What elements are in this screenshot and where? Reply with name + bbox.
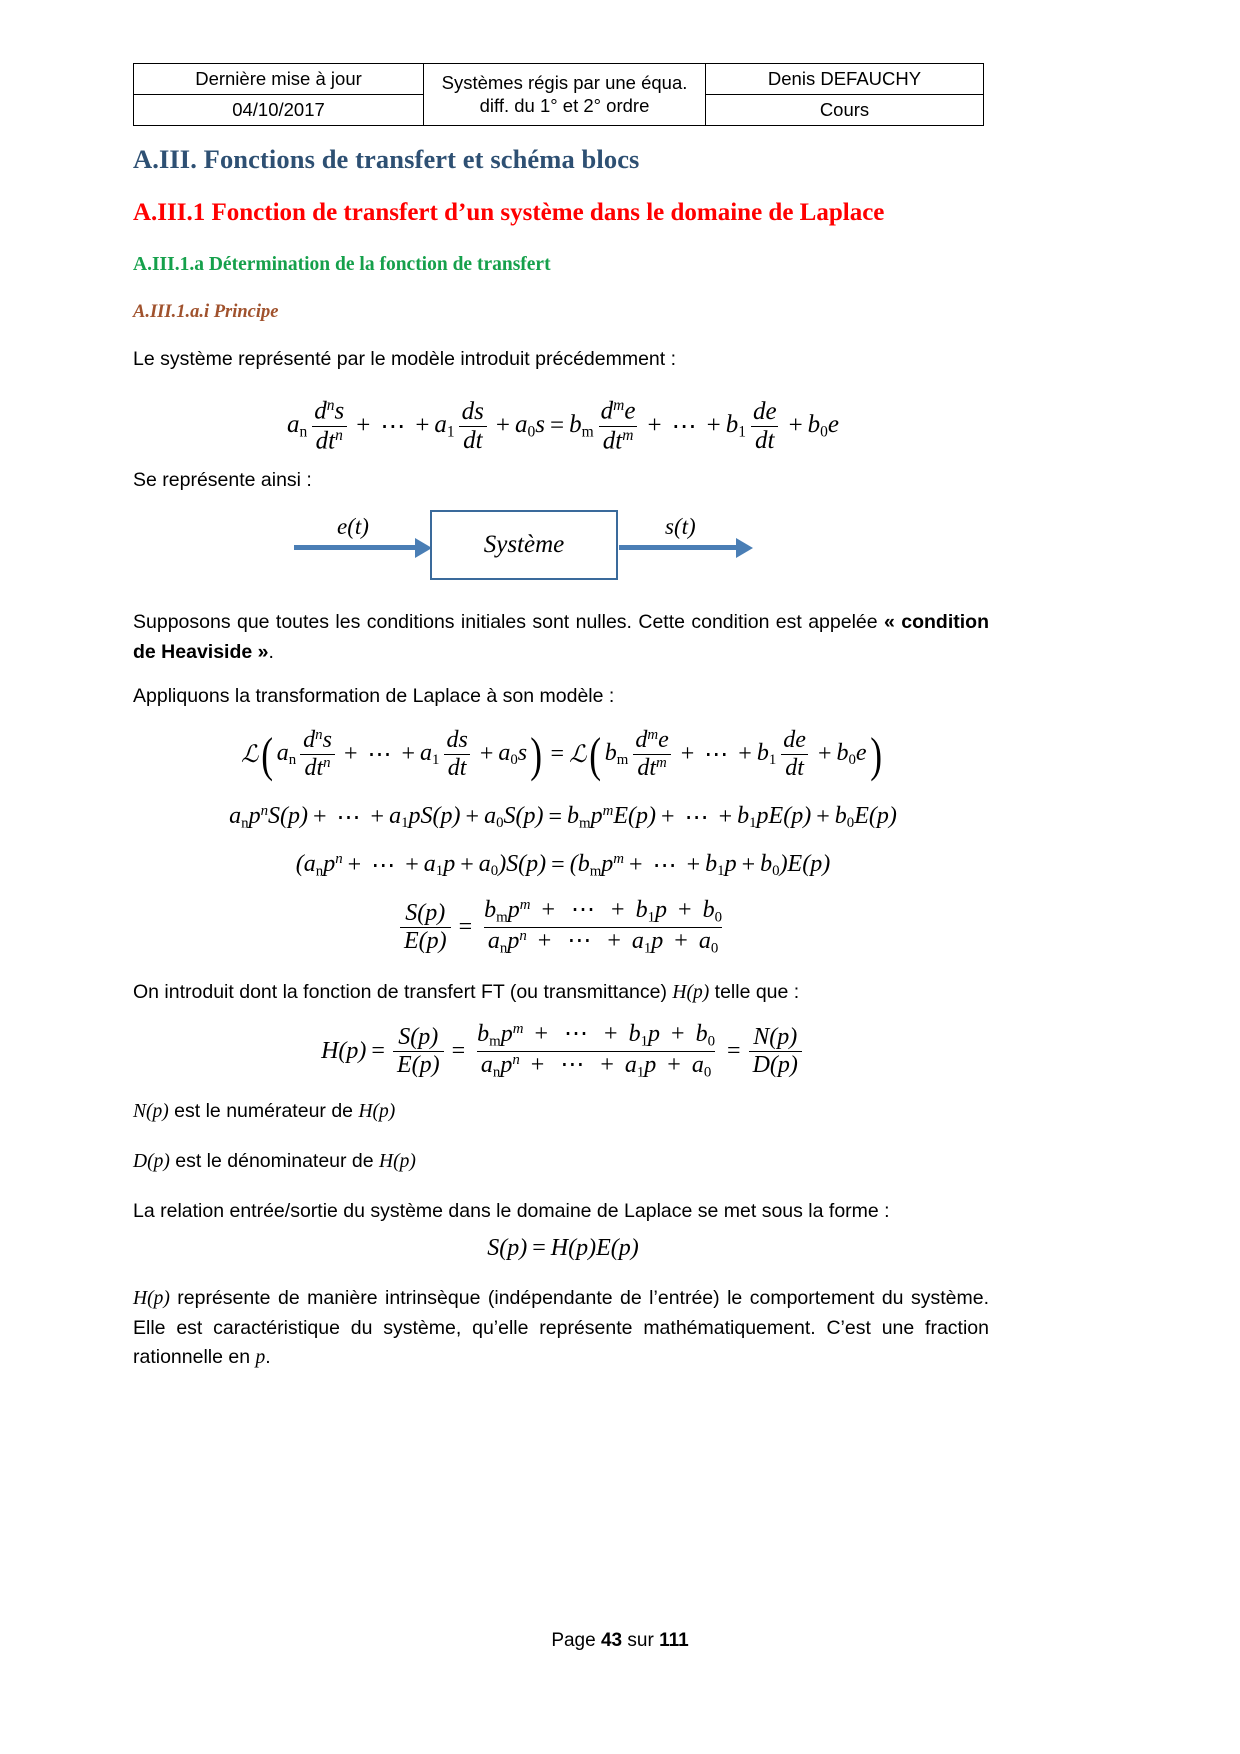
eq5-frac-polynomials: $\frac{b_mp^m + \cdots + b_1p + b_0}{a_np^n + \cdots + a_1p + a_0}$ (484, 897, 723, 957)
paragraph-heaviside-a: Supposons que toutes les conditions initiales sont nulles. Cette condition est appelée (133, 611, 885, 633)
eq2-plus-4: + (680, 741, 695, 768)
eq2-ellipsis-2: ⋯ (704, 742, 729, 769)
eq1-an: $a_n$ (286, 411, 308, 441)
eq1-b1: $b_1$ (725, 411, 746, 441)
header-date-value: 04/10/2017 (134, 95, 424, 126)
diagram-system-block (430, 510, 618, 580)
eq4-plus-4: + (629, 852, 643, 879)
eq6-equals-2: = (451, 1037, 466, 1064)
paragraph-conclusion (133, 1284, 989, 1373)
eq2-plus-5: + (738, 741, 752, 768)
paragraph-conclusion-symbol: H(p) (133, 1288, 170, 1309)
eq2-an: $a_n$ (276, 740, 297, 769)
eq4-a1p: $a_1p$ (423, 851, 456, 880)
eq4-a0-close: $a_0)S(p)$ (478, 851, 547, 880)
header-doctype: Cours (706, 95, 984, 126)
eq1-ellipsis-2: ⋯ (671, 413, 697, 441)
eq1-plus-4: + (647, 412, 662, 440)
eq6-frac-polynomials: $\frac{b_mp^m + \cdots + b_1p + b_0}{a_np^n + \cdots + a_1p + a_0}$ (477, 1021, 716, 1081)
equation-differential-model (133, 398, 993, 455)
eq1-plus-1: + (356, 412, 371, 440)
eq1-plus-2: + (415, 412, 430, 440)
eq3-term5: $b_1pE(p)$ (737, 803, 812, 832)
paragraph-numerator-symbol: N(p) (133, 1101, 169, 1122)
eq1-equals: = (550, 412, 565, 440)
eq2-paren-close-right: ) (869, 727, 882, 783)
eq6-equals-3: = (727, 1037, 741, 1064)
header-row-top (134, 64, 984, 95)
eq4-plus-2: + (405, 852, 419, 879)
eq7-Sp: S(p) (487, 1235, 528, 1261)
paragraph-conclusion-period: . (265, 1346, 271, 1369)
heading-level-1: A.III. Fonctions de transfert et schéma blocs (133, 144, 640, 174)
eq2-bm: $b_m$ (604, 740, 629, 769)
equation-output-relation (133, 1235, 993, 1262)
paragraph-io-relation: La relation entrée/sortie du système dans le domaine de Laplace se met sous la forme : (133, 1200, 890, 1222)
eq2-b1: $b_1$ (756, 740, 777, 769)
footer-middle: sur (622, 1630, 660, 1651)
eq1-a0s: $a_0s$ (515, 411, 545, 441)
eq3-term4: $b_mp^mE(p)$ (567, 803, 657, 832)
eq3-plus-5: + (718, 804, 733, 831)
eq1-frac-de-dt: $\frac{de}{dt}$ (752, 397, 777, 454)
eq3-term3: $a_0S(p)$ (484, 803, 544, 832)
eq4-plus-1: + (347, 852, 362, 879)
equation-factored (133, 851, 993, 880)
equation-laplace-expanded (133, 803, 993, 832)
heading-level-2: A.III.1 Fonction de transfert d’un système dans le domaine de Laplace (133, 199, 885, 226)
eq1-plus-3: + (495, 412, 511, 440)
paragraph-denominator (133, 1147, 993, 1177)
eq3-plus-1: + (313, 804, 327, 831)
eq4-ellipsis-2: ⋯ (652, 853, 677, 880)
eq1-ellipsis-1: ⋯ (380, 413, 406, 441)
paragraph-numerator (133, 1097, 993, 1127)
header-last-update-label: Dernière mise à jour (134, 64, 424, 95)
eq4-b1p: $b_1p$ (705, 851, 737, 880)
eq2-frac-dns-dtn: $\frac{d^ns}{dt^n}$ (299, 728, 336, 782)
paragraph-conclusion-p: p (255, 1347, 266, 1369)
paragraph-introduce-H-symbol: H(p) (672, 982, 710, 1003)
eq3-term1: $a_np^nS(p)$ (229, 803, 308, 832)
paragraph-denominator-symbol: D(p) (133, 1151, 170, 1172)
eq2-paren-open-right: ( (589, 727, 602, 783)
eq3-equals: = (548, 804, 563, 831)
paragraph-apply-laplace: Appliquons la transformation de Laplace à son modèle : (133, 685, 615, 707)
equation-laplace-applied (133, 728, 993, 782)
eq2-a0s: $a_0s$ (498, 740, 528, 769)
eq2-equals: = (550, 741, 565, 768)
eq7-equals: = (532, 1235, 546, 1261)
document-header-table (133, 63, 984, 126)
eq3-ellipsis-1: ⋯ (336, 805, 361, 832)
eq2-b0e: $b_0e$ (836, 740, 867, 769)
eq1-bm: $b_m$ (569, 411, 594, 441)
diagram-output-arrow-line (619, 545, 739, 550)
eq6-frac-S-E: $\frac{S(p)}{E(p)}$ (393, 1025, 444, 1078)
eq4-b0-close: $b_0)E(p)$ (760, 851, 831, 880)
block-diagram (0, 505, 1240, 600)
diagram-input-label: e(t) (337, 514, 369, 539)
eq1-frac-dme-dtm: $\frac{d^me}{dt^m}$ (600, 397, 636, 455)
eq1-frac-ds-dt: $\frac{ds}{dt}$ (458, 399, 488, 455)
eq2-plus-6: + (817, 741, 832, 768)
paragraph-represented-as: Se représente ainsi : (133, 469, 312, 491)
eq1-a1: $a_1$ (434, 411, 455, 441)
eq2-paren-open-left: ( (261, 727, 274, 783)
eq4-ellipsis-1: ⋯ (371, 853, 396, 880)
paragraph-introduce-H-a: On introduit dont la fonction de transfert FT (ou transmittance) (133, 981, 673, 1003)
eq5-frac-S-E: $\frac{S(p)}{E(p)}$ (400, 901, 451, 954)
eq4-right-group: ($b_mp^m$ (569, 851, 625, 880)
page-footer (0, 1630, 1240, 1652)
diagram-system-label: Système (483, 531, 565, 558)
eq2-frac-de-dt: $\frac{de}{dt}$ (779, 728, 810, 781)
paragraph-intro: Le système représenté par le modèle introduit précédemment : (133, 348, 677, 370)
eq2-plus-1: + (343, 741, 358, 768)
eq3-plus-4: + (661, 804, 675, 831)
header-subject-cell (424, 64, 706, 126)
eq2-ellipsis-1: ⋯ (367, 742, 392, 769)
eq3-plus-2: + (370, 804, 385, 831)
paragraph-numerator-text: est le numérateur de (168, 1100, 359, 1122)
eq2-plus-3: + (479, 741, 494, 768)
header-subject-line2: diff. du 1° et 2° ordre (479, 95, 650, 117)
eq4-plus-3: + (460, 852, 474, 879)
paragraph-numerator-H: H(p) (358, 1101, 396, 1122)
header-subject-line1: Systèmes régis par une équa. (441, 72, 688, 93)
paragraph-denominator-H: H(p) (379, 1151, 416, 1172)
eq2-laplace-symbol-left: ℒ (241, 742, 259, 769)
paragraph-denominator-text: est le dénominateur de (169, 1150, 380, 1172)
heading-level-3: A.III.1.a Détermination de la fonction de transfert (133, 254, 551, 275)
diagram-output-label: s(t) (665, 514, 696, 539)
paragraph-introduce-H-c: telle que : (709, 981, 800, 1003)
header-author: Denis DEFAUCHY (706, 64, 984, 95)
eq6-Hp: H(p) (321, 1037, 367, 1064)
eq1-plus-5: + (706, 412, 721, 440)
paragraph-heaviside-c: . (268, 640, 274, 663)
paragraph-heaviside-bold: « condition de Heaviside » (133, 611, 989, 663)
footer-total-pages: 111 (659, 1630, 689, 1651)
footer-page-number: 43 (600, 1630, 623, 1651)
equation-ratio-SE (133, 898, 993, 957)
footer-prefix: Page (551, 1630, 601, 1651)
eq1-frac-dns-dtn: $\frac{d^ns}{dt^n}$ (310, 398, 348, 455)
eq5-equals: = (458, 913, 473, 940)
equation-transfer-function (133, 1022, 993, 1081)
eq6-frac-N-D: $\frac{N(p)}{D(p)}$ (749, 1025, 802, 1078)
eq3-plus-3: + (465, 804, 480, 831)
heading-level-4: A.III.1.a.i Principe (133, 302, 279, 322)
eq3-term2: $a_1pS(p)$ (389, 803, 461, 832)
paragraph-conclusion-text: représente de manière intrinsèque (indépendante de l’entrée) le comportement du système. Elle est caractéristique du système, qu’elle représente mathématiquement. C’est une fraction rationnelle en (133, 1287, 989, 1369)
diagram-output-arrow-head (736, 538, 753, 558)
eq3-term6: $b_0E(p)$ (834, 803, 897, 832)
eq2-frac-dme-dtm: $\frac{d^me}{dt^m}$ (631, 728, 672, 782)
eq2-frac-ds-dt: $\frac{ds}{dt}$ (442, 728, 471, 781)
eq4-left-group: ($a_np^n$ (295, 851, 343, 880)
diagram-input-arrow-line (294, 545, 418, 550)
eq1-b0e: $b_0e$ (807, 411, 840, 441)
eq2-a1: $a_1$ (420, 740, 440, 769)
eq2-paren-close-left: ) (530, 727, 543, 783)
eq4-plus-6: + (741, 852, 756, 879)
eq3-ellipsis-2: ⋯ (684, 805, 709, 832)
eq3-plus-6: + (816, 804, 830, 831)
eq2-plus-2: + (401, 741, 416, 768)
eq1-plus-6: + (788, 412, 803, 440)
paragraph-introduce-H (133, 978, 993, 1008)
eq7-HpEp: H(p)E(p) (550, 1235, 639, 1261)
eq2-laplace-symbol-right: ℒ (569, 742, 587, 769)
eq4-equals: = (551, 852, 565, 879)
paragraph-heaviside (133, 608, 989, 667)
eq6-equals-1: = (371, 1037, 385, 1064)
eq4-plus-5: + (686, 852, 701, 879)
